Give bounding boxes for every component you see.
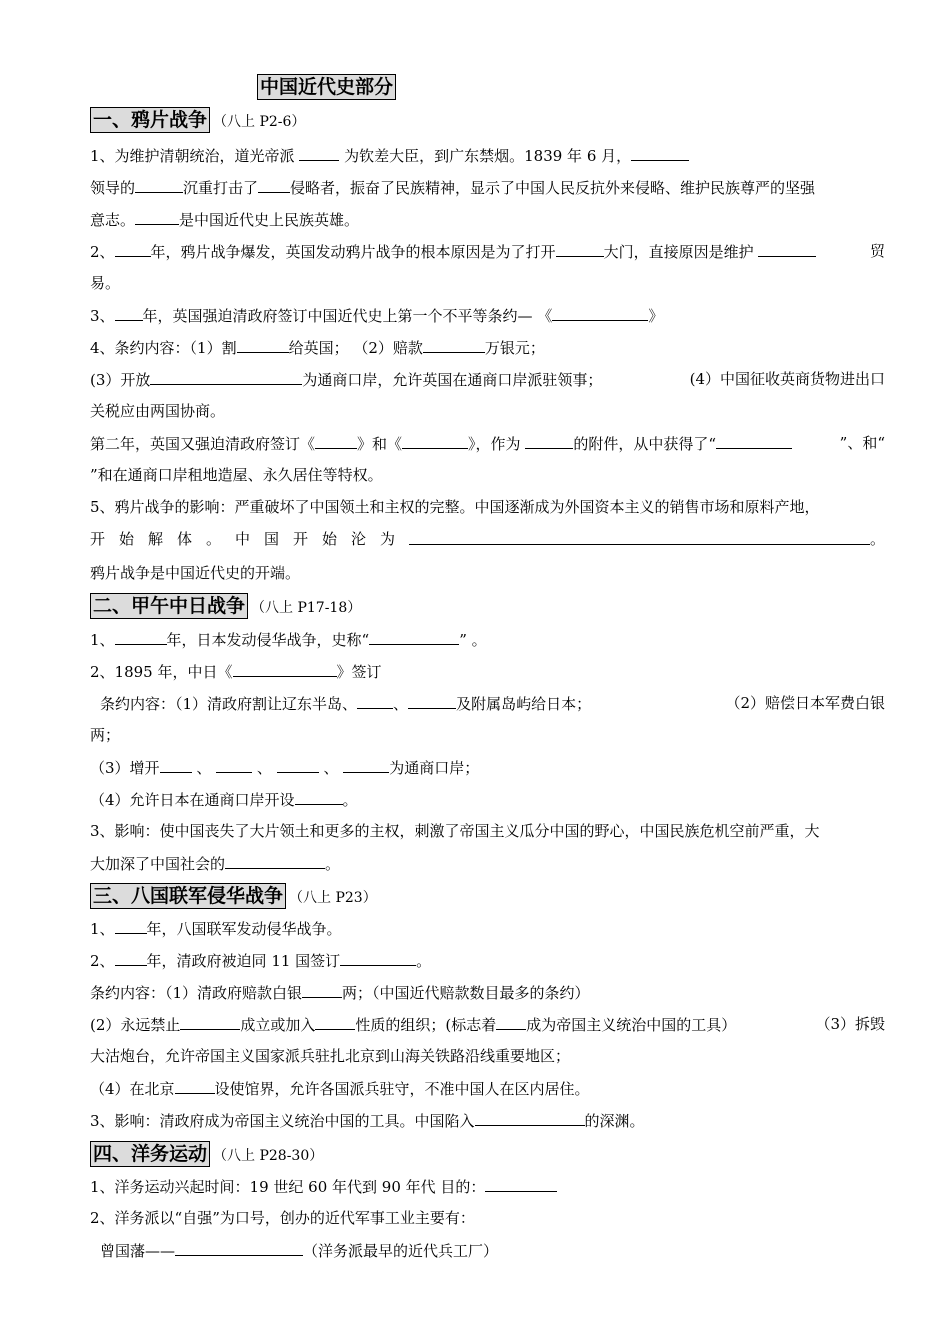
text-line: (3）开放 为通商口岸，允许英国在通商口岸派驻领事； (4）中国征收英商货物进出口 (90, 370, 885, 389)
blank[interactable] (115, 241, 151, 257)
section-title: 一、鸦片战争 (90, 107, 210, 133)
blank[interactable] (175, 1240, 303, 1256)
blank[interactable] (115, 305, 143, 321)
text-line: 条约内容：（1）清政府割让辽东半岛、 、 及附属岛屿给日本； （2）赔偿日本军费白银 (100, 694, 885, 713)
text-line: 领导的 沉重打击了 侵略者，振奋了民族精神，显示了中国人民反抗外来侵略、维护民族尊严的坚强 (90, 179, 816, 197)
text-line: 2、 年，清政府被迫同 11 国签订 。 (90, 952, 432, 970)
blank[interactable] (150, 369, 302, 385)
blank[interactable] (135, 209, 179, 225)
blank[interactable] (525, 433, 573, 449)
blank[interactable] (357, 693, 393, 709)
section-heading-opium-war (90, 107, 305, 133)
page-title: 中国近代史部分 (257, 74, 396, 100)
blank[interactable] (423, 337, 485, 353)
text-line: 1、 年，八国联军发动侵华战争。 (90, 920, 342, 938)
section-title: 四、洋务运动 (90, 1141, 210, 1167)
blank[interactable] (258, 177, 290, 193)
text-line: 4、条约内容：（1）割 给英国； （2）赔款 万银元； (90, 339, 545, 357)
text-line: （4）在北京 设使馆界，允许各国派兵驻守，不准中国人在区内居住。 (90, 1080, 590, 1098)
text-line: 1、洋务运动兴起时间：19 世纪 60 年代到 90 年代 目的： (90, 1176, 885, 1197)
blank[interactable] (233, 661, 337, 677)
blank[interactable] (180, 1014, 240, 1030)
blank[interactable] (160, 757, 192, 773)
section-heading-eight-nation-alliance (90, 883, 377, 909)
text-line: 5、鸦片战争的影响：严重破坏了中国领土和主权的完整。中国逐渐成为外国资本主义的销售市场和原料产地， (90, 498, 820, 516)
blank[interactable] (295, 789, 343, 805)
blank[interactable] (237, 337, 289, 353)
blank[interactable] (369, 629, 459, 645)
blank[interactable] (552, 305, 648, 321)
blank[interactable] (475, 1110, 585, 1126)
section-page-ref: （八上 P17-18） (251, 600, 362, 616)
text-line: （4）允许日本在通商口岸开设 。 (90, 791, 358, 809)
text-line: 第二年，英国又强迫清政府签订《 》和《 》，作为 的附件，从中获得了“ ”、和“ (90, 434, 885, 453)
blank[interactable] (115, 629, 167, 645)
text-line: (2）永远禁止 成立或加入 性质的组织；(标志着 成为帝国主义统治中国的工具） （3）拆毁 (90, 1015, 885, 1034)
text-line: 开始解体。中国开始沦为 。 (90, 530, 885, 548)
blank[interactable] (277, 757, 319, 773)
section-title: 二、甲午中日战争 (90, 593, 248, 619)
text-line: 1、 年，日本发动侵华战争，史称“ ” 。 (90, 631, 487, 649)
text-line: 3、 年，英国强迫清政府签订中国近代史上第一个不平等条约— 《 》 (90, 307, 664, 325)
text-line: 3、影响：清政府成为帝国主义统治中国的工具。中国陷入 的深渊。 (90, 1112, 645, 1130)
blank[interactable] (315, 433, 357, 449)
text-line: 1、为维护清朝统治，道光帝派 为钦差大臣，到广东禁烟。1839 年 6 月， (90, 145, 885, 166)
section-page-ref: （八上 P23） (289, 890, 377, 906)
blank[interactable] (408, 693, 456, 709)
text-line: 2、洋务派以“自强”为口号，创办的近代军事工业主要有： (90, 1209, 475, 1227)
blank[interactable] (302, 982, 342, 998)
text-line: 两； (90, 726, 121, 744)
blank[interactable] (496, 1014, 526, 1030)
section-heading-sino-japanese-war (90, 593, 361, 619)
text-line: 意志。 是中国近代史上民族英雄。 (90, 211, 360, 229)
text-line: 鸦片战争是中国近代史的开端。 (90, 564, 301, 582)
text-line: 关税应由两国协商。 (90, 402, 226, 420)
text-line: 条约内容：（1）清政府赔款白银 两；（中国近代赔款数目最多的条约） (90, 984, 590, 1002)
section-page-ref: （八上 P28-30） (213, 1148, 324, 1164)
blank[interactable] (115, 950, 147, 966)
text-line: （3）增开 、 、 、 为通商口岸； (90, 759, 480, 777)
blank[interactable] (556, 241, 604, 257)
section-title: 三、八国联军侵华战争 (90, 883, 286, 909)
blank[interactable] (485, 1176, 557, 1192)
text-line: 2、1895 年，中日《 》签订 (90, 663, 382, 681)
blank[interactable] (758, 241, 816, 257)
blank[interactable] (175, 1078, 215, 1094)
blank[interactable] (299, 145, 339, 161)
blank[interactable] (402, 433, 468, 449)
blank[interactable] (409, 529, 870, 545)
blank[interactable] (343, 757, 389, 773)
text-line: 曾国藩—— （洋务派最早的近代兵工厂） (100, 1242, 499, 1260)
blank[interactable] (716, 433, 792, 449)
blank[interactable] (315, 1014, 355, 1030)
text-line: 2、 年，鸦片战争爆发，英国发动鸦片战争的根本原因是为了打开 大门，直接原因是维护 贸 (90, 242, 885, 261)
text-line: 大沽炮台，允许帝国主义国家派兵驻扎北京到山海关铁路沿线重要地区； (90, 1047, 571, 1065)
text-line: 易。 (90, 274, 121, 292)
blank[interactable] (631, 145, 689, 161)
section-page-ref: （八上 P2-6） (213, 114, 306, 130)
section-heading-westernization-movement (90, 1141, 323, 1167)
blank[interactable] (340, 950, 416, 966)
text-line: 大加深了中国社会的 。 (90, 855, 341, 873)
blank[interactable] (135, 177, 183, 193)
blank[interactable] (225, 853, 325, 869)
blank[interactable] (115, 918, 147, 934)
text-line: ”和在通商口岸租地造屋、永久居住等特权。 (90, 466, 383, 484)
blank[interactable] (216, 757, 252, 773)
text-line: 3、影响：使中国丧失了大片领土和更多的主权，刺激了帝国主义瓜分中国的野心，中国民族危机空前严重，大 (90, 822, 820, 840)
